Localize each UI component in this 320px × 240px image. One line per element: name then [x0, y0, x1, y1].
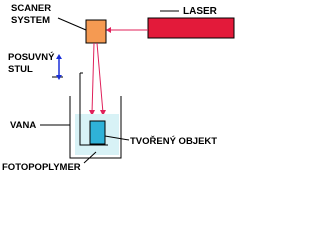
scanner-box: [86, 20, 106, 43]
platform-motion-arrow-up: [56, 54, 62, 59]
beam-arrowhead: [106, 27, 111, 33]
scaner-label-line2: SYSTEM: [11, 15, 51, 26]
vana-label: VANA: [10, 120, 37, 131]
object-label: TVOŘENÝ OBJEKT: [130, 136, 218, 147]
fotopolymer-label: FOTOPOPLYMER: [2, 162, 81, 173]
scaner-label-leader: [58, 18, 86, 30]
scaner-label-line1: SCANER: [11, 3, 52, 14]
deflected-beam-right: [97, 43, 103, 113]
laser-body: [148, 18, 234, 38]
posuvny-label-line2: STUL: [8, 64, 33, 75]
laser-label: LASER: [183, 6, 217, 17]
built-object: [90, 121, 105, 144]
posuvny-label-line1: POSUVNÝ: [8, 52, 55, 63]
deflected-beam-left: [92, 43, 94, 113]
